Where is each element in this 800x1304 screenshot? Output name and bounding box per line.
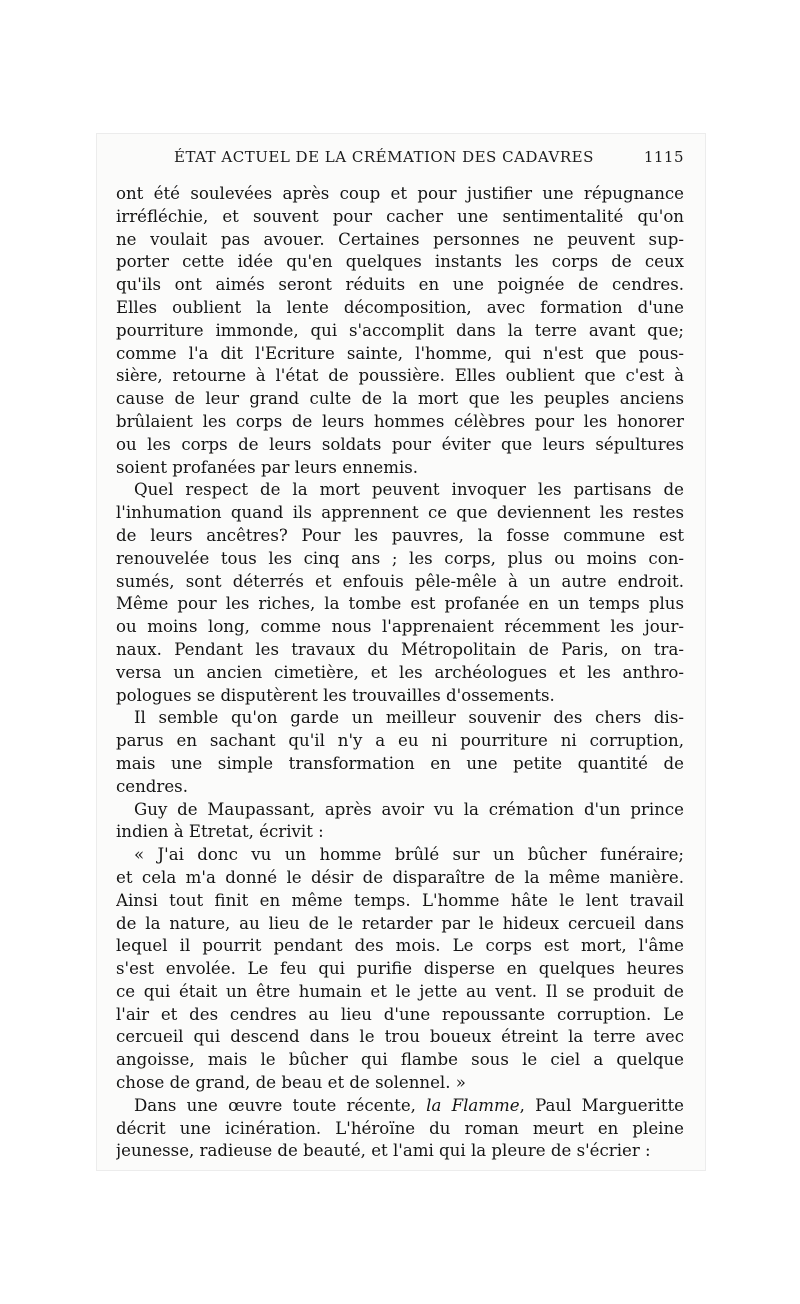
text-line: jeunesse, radieuse de beauté, et l'ami qui la pleure de s'écrier :	[116, 1141, 651, 1161]
text-line: parus en sachant qu'il n'y a eu ni pourriture ni corruption,	[116, 731, 684, 751]
text-line: de leurs ancêtres? Pour les pauvres, la fosse commune est	[116, 525, 684, 545]
text-line: pologues se disputèrent les trouvailles d'ossements.	[116, 685, 555, 705]
text-line: Dans une œuvre toute récente, la Flamme, Paul Margueritte	[134, 1095, 684, 1115]
text-line: l'air et des cendres au lieu d'une repoussante corruption. Le	[116, 1004, 684, 1024]
text-line: indien à Etretat, écrivit :	[116, 822, 324, 842]
text-line: l'inhumation quand ils apprennent ce que deviennent les restes	[116, 503, 684, 523]
text-line: ou les corps de leurs soldats pour éviter que leurs sépultures	[116, 434, 684, 454]
text-line: décrit une icinération. L'héroïne du roman meurt en pleine	[116, 1118, 684, 1138]
text-line: sumés, sont déterrés et enfouis pêle-mêle à un autre endroit.	[116, 571, 684, 591]
running-title: ÉTAT ACTUEL DE LA CRÉMATION DES CADAVRES	[174, 148, 594, 166]
text-line: « J'ai donc vu un homme brûlé sur un bûcher funéraire;	[134, 845, 684, 865]
text-line: chose de grand, de beau et de solennel. »	[116, 1073, 466, 1093]
text-line: cendres.	[116, 776, 188, 796]
text-line: ont été soulevées après coup et pour justifier une répugnance	[116, 184, 684, 203]
text-line: lequel il pourrit pendant des mois. Le corps est mort, l'âme	[116, 936, 684, 956]
text-line: de la nature, au lieu de le retarder par le hideux cercueil dans	[116, 913, 684, 933]
text-line: comme l'a dit l'Ecriture sainte, l'homme, qui n'est que pous-	[116, 343, 684, 363]
book-title: la Flamme	[426, 1095, 520, 1115]
text-line: versa un ancien cimetière, et les archéologues et les anthro-	[116, 662, 684, 682]
text-line: Il semble qu'on garde un meilleur souvenir des chers dis-	[134, 708, 684, 728]
text-line: Guy de Maupassant, après avoir vu la crémation d'un prince	[134, 799, 684, 819]
text-line: s'est envolée. Le feu qui purifie disperse en quelques heures	[116, 959, 684, 979]
text-line: Ainsi tout finit en même temps. L'homme hâte le lent travail	[116, 890, 684, 910]
text-line: mais une simple transformation en une petite quantité de	[116, 753, 684, 773]
text-line: renouvelée tous les cinq ans ; les corps, plus ou moins con-	[116, 548, 684, 568]
text-line: qu'ils ont aimés seront réduits en une poignée de cendres.	[116, 275, 684, 295]
text-line: soient profanées par leurs ennemis.	[116, 457, 419, 477]
body-text	[116, 183, 684, 1163]
text-line: ou moins long, comme nous l'apprenaient récemment les jour-	[116, 617, 684, 637]
page-header	[116, 146, 684, 174]
text-line: Quel respect de la mort peuvent invoquer les partisans de	[134, 480, 684, 500]
text-line: et cela m'a donné le désir de disparaître de la même manière.	[116, 867, 684, 887]
text-line: Elles oublient la lente décomposition, avec formation d'une	[116, 297, 684, 317]
text-line: naux. Pendant les travaux du Métropolitain de Paris, on tra-	[116, 639, 684, 659]
text-line: ce qui était un être humain et le jette au vent. Il se produit de	[116, 981, 684, 1001]
text-line: angoisse, mais le bûcher qui flambe sous le ciel a quelque	[116, 1050, 684, 1070]
text-line: Même pour les riches, la tombe est profanée en un temps plus	[116, 594, 684, 614]
page-number: 1115	[643, 148, 684, 166]
text-line: cercueil qui descend dans le trou boueux étreint la terre avec	[116, 1027, 684, 1047]
text-line: ne voulait pas avouer. Certaines personnes ne peuvent sup-	[116, 229, 684, 249]
text-line: cause de leur grand culte de la mort que les peuples anciens	[116, 389, 684, 409]
text-line: porter cette idée qu'en quelques instants les corps de ceux	[116, 252, 684, 272]
text-line: sière, retourne à l'état de poussière. Elles oublient que c'est à	[116, 366, 684, 386]
text-line: irréfléchie, et souvent pour cacher une sentimentalité qu'on	[116, 206, 684, 226]
text-line: brûlaient les corps de leurs hommes célèbres pour les honorer	[116, 411, 684, 431]
text-line: pourriture immonde, qui s'accomplit dans la terre avant que;	[116, 320, 684, 340]
